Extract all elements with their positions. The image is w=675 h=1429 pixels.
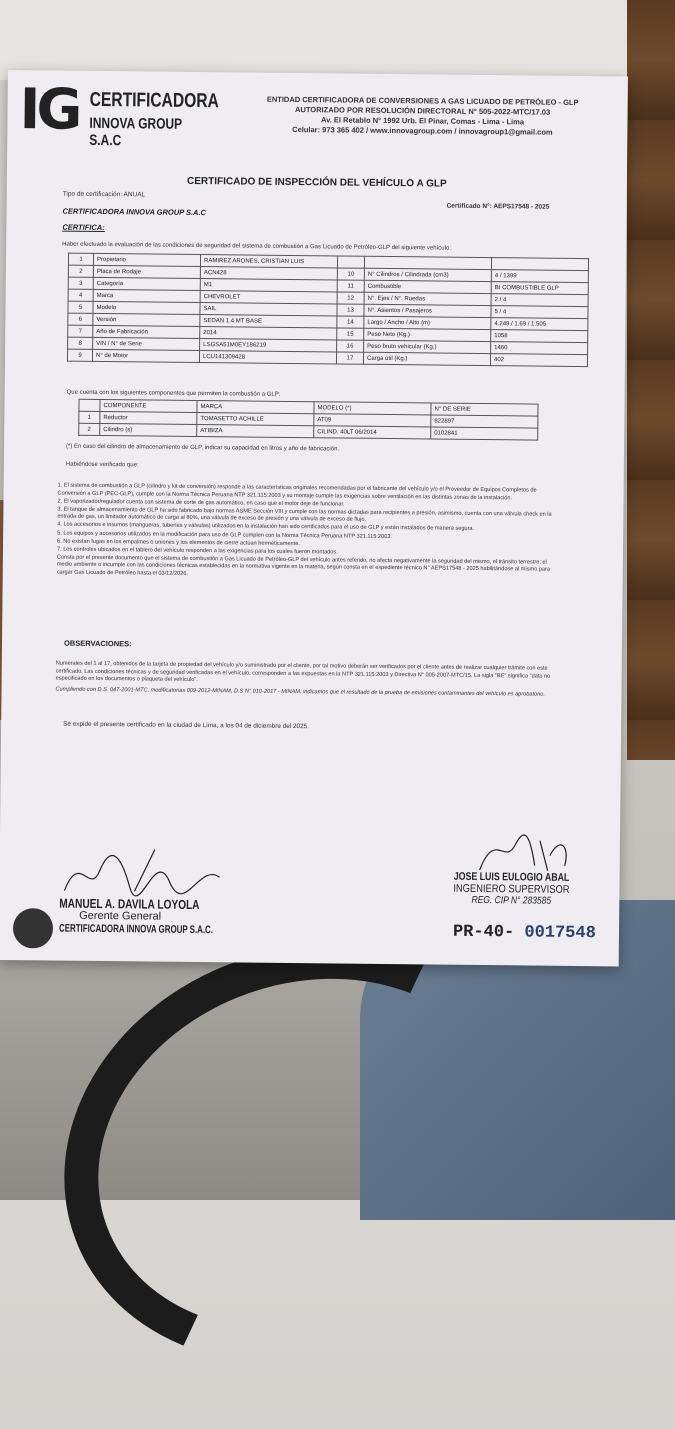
vehicle-cell-label2: Carga útil (Kg.) [363,352,490,365]
document-header [7,70,628,166]
observation-item: Numerales del 1 al 17, obtenidos de la tarjeta de propiedad del vehículo y/o suministrado por el cliente, por tal motivo deberán ser verificados por el cliente antes de realizar cualquier trámite con este certificado. Las condiciones técnicas y de seguridad verificadas en el vehículo, corresponden a las expuestas en la NTP 321.115:2003 y Directiva N° 005-2007-MTC/15. La sigla "BE" significa "dato no especificado en los documentos o plaqueta del vehículo". [55,660,551,684]
vehicle-cell-value: M1 [200,279,337,292]
checks-list [57,483,558,583]
vehicle-cell-value2: 1460 [491,342,588,355]
vehicle-cell-value2: 5 / 4 [491,306,588,319]
right-signatory-role: INGENIERO SUPERVISOR [453,882,570,896]
component-cell-serial: 822897 [431,415,538,428]
entity-line3: Av. El Retablo N° 1992 Urb. El Pinar, Comas - Lima - Lima [320,115,525,127]
check-item: 3. El tanque de almacenamiento de GLP ha sido fabricado bajo normas ASME Sección VIII y cumple con las normas dictadas para recipientes a presión, asimismo, cuenta con una válvula check en la entrada de gas, un limitador automático de carga al 80%, una válvula de exceso de presión y una válvula de exceso de flujo. [57,506,552,524]
certifies-label: CERTIFICA: [62,222,105,233]
serial-prefix: PR-40- [452,922,515,943]
check-item: 1. El sistema de combustión a GLP (cilindro y kit de conversión) responde a las características originales recomendadas por el fabricante del vehículo y/o el Proveedor de Equipos Completos de Conversión a GLP (PEC-GLP), cumple con la Norma Técnica Peruana NTP 321.115:2003 y su montaje cumple las exigencias sobre ventilación en las distintas zonas de la instalación. [57,482,537,501]
left-signatory [59,897,259,938]
vehicle-cell-value2: 2 / 4 [491,294,588,307]
vehicle-cell-value2: 4 / 1399 [491,270,588,283]
vehicle-cell-value2: 1058 [491,330,588,343]
components-header: MODELO (*) [314,402,431,415]
vehicle-cell-value2: 4.249 / 1.69 / 1.505 [491,318,588,331]
components-header: MARCA [197,400,314,413]
vehicle-cell-value2 [491,258,588,271]
component-cell-brand: ATIBIZA [197,424,314,437]
check-item: 5. Los equipos y accesorios utilizados en la modificación para uso de GLP cumplen con la Norma Técnica Peruana NTP 321.115:2003. [57,530,392,540]
entity-line4: Celular: 973 365 402 / www.innovagroup.com / innovagroup1@gmail.com [292,124,553,137]
vehicle-cell-label: Categoría [93,277,200,290]
component-cell-n: 2 [79,423,100,435]
component-cell-model: CILIND. 40LT 06/2014 [314,426,431,439]
right-signatory-name: JOSE LUIS EULOGIO ABAL [453,870,570,884]
vehicle-cell-value: 2014 [200,327,337,340]
components-footnote: (*) En caso del cilindro de almacenamiento de GLP, indicar su capacidad en litros y año de fabricación. [66,443,340,453]
vehicle-cell-n: 3 [68,277,93,289]
vehicle-cell-label: Placa de Rodaje [93,265,200,278]
vehicle-cell-n2 [337,256,364,268]
vehicle-cell-n: 6 [68,313,93,325]
vehicle-cell-value: LSGSA51M0EY186219 [200,339,337,352]
components-intro: Que cuenta con los siguientes componentes que permiten la combustión a GLP: [66,389,281,398]
vehicle-cell-value: RAMIREZ ARONES, CRISTIAN LUIS [200,255,337,268]
components-header: COMPONENTE [100,399,197,412]
vehicle-cell-label2: Peso Neto (Kg.) [364,328,491,341]
check-item: 6. No existan fugas en los empalmes o uniones y los elementos de cierre actúan herméticamente. [57,538,300,547]
right-signatory [431,870,591,908]
vehicle-cell-label: VIN / N° de Serie [93,337,200,350]
issued-text: Se expide el presente certificado en la ciudad de Lima, a los 04 de diciembre del 2025. [63,720,310,731]
vehicle-cell-value: SAIL [200,303,337,316]
vehicle-cell-label2: N° Cilindros / Cilindrada (cm3) [364,268,491,281]
document-title: CERTIFICADO DE INSPECCIÓN DEL VEHÍCULO A GLP [186,175,447,190]
check-item: Consta por el presente documento que el sistema de combustión a Gas Licuado de Petróleo-GLP del vehículo antes referido, no afecta negativamente la seguridad del mismo, el tránsito terrestre, el medio ambiente o incumple con las condiciones técnicas establecidas en la normativa vigente en la materia, según consta en el expediente técnico N° AEPS17548 - 2025 habilitándose al mismo para cargar Gas Licuado de Petróleo hasta el 03/12/2026. [56,554,551,577]
vehicle-cell-n2: 13 [337,304,364,316]
component-cell-component: Cilindro (s) [100,423,197,436]
check-item: 7. Los controles ubicados en el tablero del vehículo responden a las exigencias para los cuales fueron montados. [56,546,338,556]
left-signatory-company: CERTIFICADORA INNOVA GROUP S.A.C. [58,922,214,937]
observations-list [55,661,555,703]
component-cell-model: AT09 [314,414,431,427]
vehicle-cell-label: Marca [93,289,200,302]
entity-line2: AUTORIZADO POR RESOLUCIÓN DIRECTORAL N° 505-2022-MTC/17.03 [294,105,551,117]
serial-digits: 0017548 [524,923,596,944]
component-cell-n: 1 [79,411,100,423]
vehicle-cell-value: ACN428 [200,267,337,280]
vehicle-cell-value: CHEVROLET [200,291,337,304]
vehicle-cell-label: Versión [93,313,200,326]
vehicle-cell-n2: 15 [337,328,364,340]
logo-mark: IG [19,77,79,143]
company-line: CERTIFICADORA INNOVA GROUP S.A.C [62,206,207,218]
company-logo [19,77,230,150]
vehicle-cell-n: 5 [68,301,93,313]
logo-name-line1: CERTIFICADORA [89,88,219,113]
vehicle-cell-n: 7 [68,325,93,337]
serial-number [453,923,596,943]
logo-name-line2: INNOVA GROUP S.A.C [89,114,182,150]
vehicle-cell-n: 1 [68,253,93,265]
vehicle-cell-n: 2 [68,265,93,277]
background-wall [0,0,675,80]
components-header-blank [79,399,100,411]
entity-line1: ENTIDAD CERTIFICADORA DE CONVERSIONES A GAS LICUADO DE PETRÓLEO - GLP [266,94,579,107]
certificate-number: Certificado N°: AEPS17548 - 2025 [446,202,550,211]
vehicle-cell-label: N° de Motor [92,349,199,362]
vehicle-cell-n2: 14 [337,316,364,328]
vehicle-cell-value: LCU141309428 [199,351,336,364]
vehicle-cell-label: Año de Fabricación [93,325,200,338]
vehicle-cell-value: SEDAN 1.4 MT BASE [200,315,337,328]
left-signatory-name: MANUEL A. DAVILA LOYOLA [59,895,200,913]
vehicle-cell-value2: 402 [490,354,587,367]
vehicle-cell-n2: 12 [337,292,364,304]
components-table [78,399,538,441]
components-header: N° DE SERIE [431,403,538,416]
right-signatory-reg: REG. CIP N° 283585 [471,894,552,907]
certification-type: Tipo de certificación: ANUAL [62,190,146,199]
component-cell-component: Reductor [100,411,197,424]
vehicle-cell-value2: BI COMBUSTIBLE GLP [491,282,588,295]
vehicle-cell-label: Modelo [93,301,200,314]
vehicle-table [67,253,589,367]
vehicle-cell-n: 8 [68,337,93,349]
vehicle-cell-n2: 17 [336,352,363,364]
wooden-chair-back [627,0,675,760]
left-signature [59,841,230,903]
verified-label: Habiéndose verificado que: [65,461,139,469]
vehicle-cell-n: 9 [67,349,92,361]
vehicle-cell-n2: 10 [337,268,364,280]
vehicle-cell-label2: Largo / Ancho / Alto (m) [364,316,491,329]
observation-item: Cumpliendo con D.S. 047-2001-MTC, modificatorias 009-2012-MINAM, D.S N° 010-2017 - MINAM, indicamos que el resultado de la prueba de emisiones contaminantes del vehículo es aprobatorio. [55,686,545,698]
company-seal [13,908,53,948]
component-cell-serial: 0102841 [431,427,538,440]
vehicle-cell-label2: Peso bruto vehicular (Kg.) [364,340,491,353]
observations-label: OBSERVACIONES: [63,638,132,649]
vehicle-cell-n2: 11 [337,280,364,292]
certificate-document [0,70,628,966]
check-item: 4. Los accesorios e insumos (mangueras, tuberías y válvulas) utilizados en la instalación han sido certificados para el uso de GLP y están instalados de manera segura. [57,522,475,533]
component-cell-brand: TOMASETTO ACHILLE [197,412,314,425]
vehicle-cell-n: 4 [68,289,93,301]
vehicle-cell-label2: N°. Ejes / N°. Ruedas [364,292,491,305]
vehicle-cell-label: Propietario [93,253,200,266]
intro-text: Haber efectuado la evaluación de las condiciones de seguridad del sistema de combustión a Gas Licuado de Petróleo-GLP del siguiente vehículo: [62,241,451,252]
vehicle-cell-label2: N°. Asientos / Pasajeros [364,304,491,317]
vehicle-cell-label2: Combustible [364,280,491,293]
entity-info [237,94,607,138]
left-signatory-role: Gerente General [79,909,162,923]
check-item: 2. El vaporizador/regulador cuenta con sistema de corte de gas automático, en caso que el motor deje de funcionar. [57,498,345,508]
vehicle-cell-n2: 16 [337,340,364,352]
